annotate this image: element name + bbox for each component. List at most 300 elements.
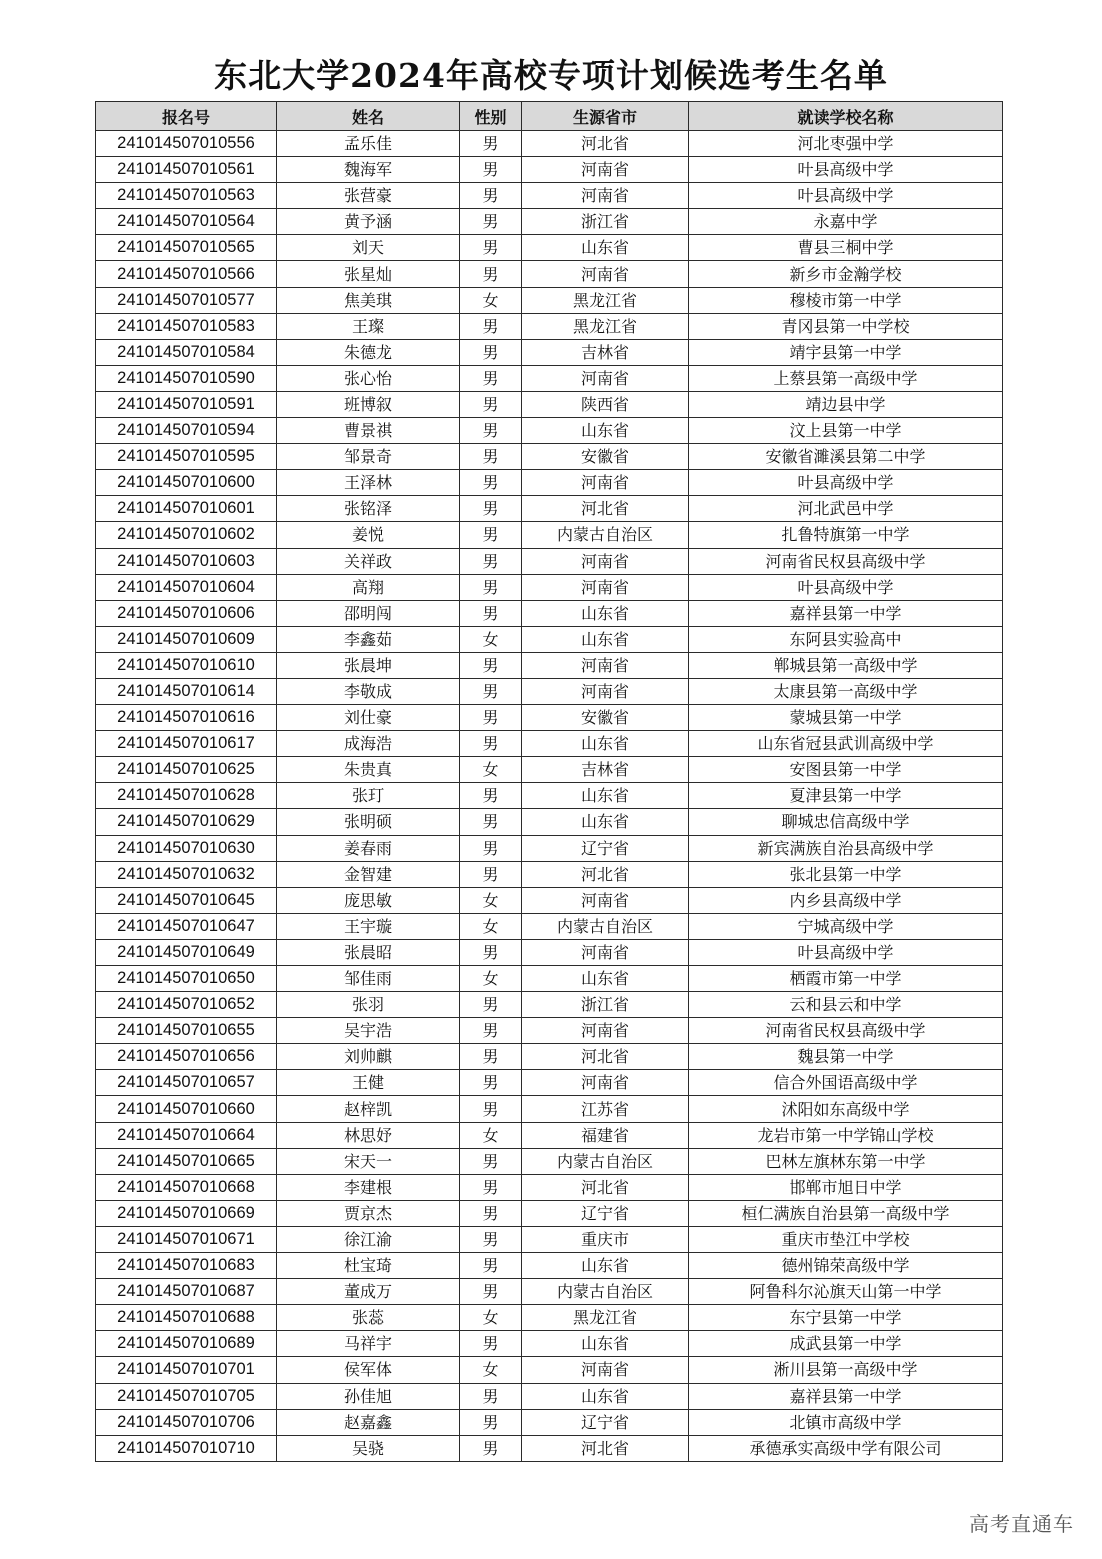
cell-application-id: 241014507010657	[96, 1070, 277, 1096]
cell-school: 邯郸市旭日中学	[689, 1174, 1003, 1200]
cell-province: 河北省	[522, 861, 689, 887]
cell-gender: 男	[460, 1096, 522, 1122]
table-row	[96, 391, 1003, 417]
cell-application-id: 241014507010556	[96, 131, 277, 157]
column-header-id: 报名号	[96, 102, 277, 131]
cell-gender: 男	[460, 313, 522, 339]
cell-application-id: 241014507010706	[96, 1409, 277, 1435]
cell-application-id: 241014507010606	[96, 600, 277, 626]
cell-province: 辽宁省	[522, 1409, 689, 1435]
cell-application-id: 241014507010630	[96, 835, 277, 861]
cell-school: 叶县高级中学	[689, 157, 1003, 183]
cell-school: 叶县高级中学	[689, 183, 1003, 209]
table-row	[96, 157, 1003, 183]
cell-school: 新宾满族自治县高级中学	[689, 835, 1003, 861]
table-row	[96, 235, 1003, 261]
cell-name: 邵明闯	[277, 600, 460, 626]
cell-gender: 女	[460, 913, 522, 939]
cell-province: 安徽省	[522, 444, 689, 470]
table-row	[96, 1226, 1003, 1252]
cell-school: 靖宇县第一中学	[689, 339, 1003, 365]
cell-application-id: 241014507010603	[96, 548, 277, 574]
table-row	[96, 1305, 1003, 1331]
table-row	[96, 809, 1003, 835]
table-row	[96, 992, 1003, 1018]
cell-application-id: 241014507010649	[96, 939, 277, 965]
cell-province: 浙江省	[522, 209, 689, 235]
cell-province: 河南省	[522, 1070, 689, 1096]
cell-application-id: 241014507010610	[96, 652, 277, 678]
cell-gender: 男	[460, 235, 522, 261]
cell-application-id: 241014507010591	[96, 391, 277, 417]
cell-application-id: 241014507010669	[96, 1200, 277, 1226]
cell-school: 桓仁满族自治县第一高级中学	[689, 1200, 1003, 1226]
cell-gender: 男	[460, 496, 522, 522]
cell-province: 河南省	[522, 574, 689, 600]
table-row	[96, 783, 1003, 809]
cell-gender: 男	[460, 209, 522, 235]
cell-name: 邹景奇	[277, 444, 460, 470]
column-header-name: 姓名	[277, 102, 460, 131]
cell-school: 穆棱市第一中学	[689, 287, 1003, 313]
cell-gender: 女	[460, 757, 522, 783]
cell-school: 龙岩市第一中学锦山学校	[689, 1122, 1003, 1148]
cell-application-id: 241014507010614	[96, 678, 277, 704]
cell-gender: 男	[460, 1200, 522, 1226]
cell-application-id: 241014507010665	[96, 1148, 277, 1174]
cell-name: 杜宝琦	[277, 1253, 460, 1279]
table-row	[96, 861, 1003, 887]
table-row	[96, 1070, 1003, 1096]
table-row	[96, 913, 1003, 939]
cell-gender: 男	[460, 600, 522, 626]
column-header-school: 就读学校名称	[689, 102, 1003, 131]
cell-school: 淅川县第一高级中学	[689, 1357, 1003, 1383]
cell-application-id: 241014507010629	[96, 809, 277, 835]
cell-gender: 女	[460, 887, 522, 913]
table-row	[96, 626, 1003, 652]
cell-gender: 男	[460, 522, 522, 548]
cell-school: 承德承实高级中学有限公司	[689, 1435, 1003, 1461]
cell-gender: 男	[460, 470, 522, 496]
cell-school: 山东省冠县武训高级中学	[689, 731, 1003, 757]
cell-application-id: 241014507010683	[96, 1253, 277, 1279]
cell-application-id: 241014507010664	[96, 1122, 277, 1148]
cell-school: 沭阳如东高级中学	[689, 1096, 1003, 1122]
cell-gender: 男	[460, 1148, 522, 1174]
cell-gender: 男	[460, 861, 522, 887]
cell-name: 张营豪	[277, 183, 460, 209]
cell-school: 阿鲁科尔沁旗天山第一中学	[689, 1279, 1003, 1305]
table-row	[96, 418, 1003, 444]
cell-gender: 男	[460, 418, 522, 444]
cell-province: 山东省	[522, 418, 689, 444]
cell-name: 刘帅麒	[277, 1044, 460, 1070]
table-row	[96, 966, 1003, 992]
cell-name: 张铭泽	[277, 496, 460, 522]
table-row	[96, 1200, 1003, 1226]
cell-name: 吴宇浩	[277, 1018, 460, 1044]
cell-gender: 男	[460, 183, 522, 209]
cell-school: 东宁县第一中学	[689, 1305, 1003, 1331]
cell-gender: 男	[460, 783, 522, 809]
cell-school: 嘉祥县第一中学	[689, 1383, 1003, 1409]
cell-name: 赵梓凯	[277, 1096, 460, 1122]
cell-province: 河南省	[522, 365, 689, 391]
table-row	[96, 1279, 1003, 1305]
table-row	[96, 131, 1003, 157]
cell-province: 山东省	[522, 809, 689, 835]
cell-province: 黑龙江省	[522, 287, 689, 313]
cell-application-id: 241014507010710	[96, 1435, 277, 1461]
table-row	[96, 731, 1003, 757]
cell-province: 黑龙江省	[522, 313, 689, 339]
cell-school: 郸城县第一高级中学	[689, 652, 1003, 678]
cell-name: 关祥政	[277, 548, 460, 574]
cell-gender: 男	[460, 157, 522, 183]
cell-school: 叶县高级中学	[689, 470, 1003, 496]
cell-application-id: 241014507010668	[96, 1174, 277, 1200]
cell-school: 信合外国语高级中学	[689, 1070, 1003, 1096]
cell-province: 河北省	[522, 131, 689, 157]
cell-school: 河北枣强中学	[689, 131, 1003, 157]
cell-province: 河南省	[522, 939, 689, 965]
cell-school: 北镇市高级中学	[689, 1409, 1003, 1435]
table-row	[96, 287, 1003, 313]
cell-gender: 男	[460, 652, 522, 678]
cell-province: 辽宁省	[522, 835, 689, 861]
cell-name: 王璨	[277, 313, 460, 339]
cell-application-id: 241014507010590	[96, 365, 277, 391]
table-row	[96, 1435, 1003, 1461]
cell-province: 河南省	[522, 678, 689, 704]
cell-province: 河北省	[522, 1435, 689, 1461]
cell-province: 河南省	[522, 887, 689, 913]
cell-province: 河南省	[522, 1018, 689, 1044]
table-row	[96, 705, 1003, 731]
cell-gender: 男	[460, 261, 522, 287]
table-header-row	[96, 102, 1003, 131]
table-row	[96, 1253, 1003, 1279]
cell-application-id: 241014507010583	[96, 313, 277, 339]
table-row	[96, 1383, 1003, 1409]
cell-name: 张玎	[277, 783, 460, 809]
cell-school: 叶县高级中学	[689, 574, 1003, 600]
cell-gender: 男	[460, 1383, 522, 1409]
table-row	[96, 522, 1003, 548]
cell-province: 山东省	[522, 626, 689, 652]
cell-school: 夏津县第一中学	[689, 783, 1003, 809]
cell-gender: 男	[460, 835, 522, 861]
table-row	[96, 313, 1003, 339]
column-header-gender: 性别	[460, 102, 522, 131]
cell-province: 河北省	[522, 1044, 689, 1070]
cell-application-id: 241014507010561	[96, 157, 277, 183]
cell-school: 张北县第一中学	[689, 861, 1003, 887]
cell-name: 马祥宇	[277, 1331, 460, 1357]
cell-gender: 男	[460, 548, 522, 574]
cell-province: 福建省	[522, 1122, 689, 1148]
cell-name: 王宇璇	[277, 913, 460, 939]
cell-gender: 女	[460, 287, 522, 313]
cell-gender: 男	[460, 391, 522, 417]
table-row	[96, 1044, 1003, 1070]
cell-province: 辽宁省	[522, 1200, 689, 1226]
table-row	[96, 835, 1003, 861]
cell-school: 青冈县第一中学校	[689, 313, 1003, 339]
cell-application-id: 241014507010655	[96, 1018, 277, 1044]
column-header-province: 生源省市	[522, 102, 689, 131]
cell-province: 陕西省	[522, 391, 689, 417]
cell-application-id: 241014507010650	[96, 966, 277, 992]
table-row	[96, 652, 1003, 678]
table-row	[96, 365, 1003, 391]
cell-province: 山东省	[522, 783, 689, 809]
table-row	[96, 678, 1003, 704]
cell-province: 内蒙古自治区	[522, 1148, 689, 1174]
cell-name: 吴骁	[277, 1435, 460, 1461]
watermark: 高考直通车	[969, 1512, 1074, 1536]
page-title: 东北大学2024年高校专项计划候选考生名单	[214, 56, 888, 95]
cell-province: 河南省	[522, 548, 689, 574]
cell-school: 嘉祥县第一中学	[689, 600, 1003, 626]
cell-gender: 男	[460, 365, 522, 391]
cell-name: 侯军体	[277, 1357, 460, 1383]
cell-name: 孙佳旭	[277, 1383, 460, 1409]
cell-school: 栖霞市第一中学	[689, 966, 1003, 992]
cell-school: 河南省民权县高级中学	[689, 1018, 1003, 1044]
cell-name: 张心怡	[277, 365, 460, 391]
cell-province: 重庆市	[522, 1226, 689, 1252]
cell-gender: 女	[460, 966, 522, 992]
table-row	[96, 209, 1003, 235]
cell-gender: 男	[460, 339, 522, 365]
cell-school: 巴林左旗林东第一中学	[689, 1148, 1003, 1174]
table-row	[96, 183, 1003, 209]
cell-gender: 男	[460, 678, 522, 704]
cell-province: 山东省	[522, 1383, 689, 1409]
cell-name: 魏海军	[277, 157, 460, 183]
cell-application-id: 241014507010628	[96, 783, 277, 809]
cell-name: 张蕊	[277, 1305, 460, 1331]
cell-name: 班博叙	[277, 391, 460, 417]
cell-province: 河南省	[522, 1357, 689, 1383]
cell-school: 蒙城县第一中学	[689, 705, 1003, 731]
cell-application-id: 241014507010660	[96, 1096, 277, 1122]
cell-application-id: 241014507010600	[96, 470, 277, 496]
cell-name: 贾京杰	[277, 1200, 460, 1226]
cell-province: 山东省	[522, 966, 689, 992]
cell-province: 黑龙江省	[522, 1305, 689, 1331]
cell-school: 上蔡县第一高级中学	[689, 365, 1003, 391]
table-row	[96, 1018, 1003, 1044]
cell-name: 朱德龙	[277, 339, 460, 365]
cell-application-id: 241014507010705	[96, 1383, 277, 1409]
cell-province: 安徽省	[522, 705, 689, 731]
table-row	[96, 1409, 1003, 1435]
cell-province: 吉林省	[522, 757, 689, 783]
cell-name: 张星灿	[277, 261, 460, 287]
cell-province: 河南省	[522, 183, 689, 209]
cell-gender: 男	[460, 131, 522, 157]
cell-name: 姜悦	[277, 522, 460, 548]
cell-school: 汶上县第一中学	[689, 418, 1003, 444]
cell-name: 李敬成	[277, 678, 460, 704]
cell-province: 山东省	[522, 1331, 689, 1357]
cell-application-id: 241014507010595	[96, 444, 277, 470]
cell-province: 内蒙古自治区	[522, 522, 689, 548]
cell-application-id: 241014507010566	[96, 261, 277, 287]
table-row	[96, 1122, 1003, 1148]
cell-name: 刘天	[277, 235, 460, 261]
cell-gender: 男	[460, 1331, 522, 1357]
cell-name: 高翔	[277, 574, 460, 600]
cell-province: 河南省	[522, 470, 689, 496]
cell-school: 太康县第一高级中学	[689, 678, 1003, 704]
cell-name: 宋天一	[277, 1148, 460, 1174]
cell-name: 刘仕豪	[277, 705, 460, 731]
cell-name: 成海浩	[277, 731, 460, 757]
cell-province: 河南省	[522, 261, 689, 287]
cell-gender: 男	[460, 1226, 522, 1252]
cell-province: 河北省	[522, 496, 689, 522]
cell-school: 永嘉中学	[689, 209, 1003, 235]
cell-province: 山东省	[522, 731, 689, 757]
cell-application-id: 241014507010609	[96, 626, 277, 652]
candidate-table	[95, 101, 1003, 1462]
cell-school: 成武县第一中学	[689, 1331, 1003, 1357]
cell-province: 山东省	[522, 1253, 689, 1279]
cell-province: 河北省	[522, 1174, 689, 1200]
cell-province: 内蒙古自治区	[522, 1279, 689, 1305]
cell-name: 张晨坤	[277, 652, 460, 678]
cell-province: 河南省	[522, 157, 689, 183]
cell-application-id: 241014507010601	[96, 496, 277, 522]
cell-province: 浙江省	[522, 992, 689, 1018]
cell-name: 赵嘉鑫	[277, 1409, 460, 1435]
cell-gender: 女	[460, 626, 522, 652]
cell-name: 张羽	[277, 992, 460, 1018]
cell-gender: 男	[460, 939, 522, 965]
table-row	[96, 1331, 1003, 1357]
cell-application-id: 241014507010617	[96, 731, 277, 757]
table-row	[96, 1148, 1003, 1174]
cell-gender: 男	[460, 1435, 522, 1461]
cell-application-id: 241014507010563	[96, 183, 277, 209]
cell-name: 黄予涵	[277, 209, 460, 235]
cell-school: 东阿县实验高中	[689, 626, 1003, 652]
cell-school: 河南省民权县高级中学	[689, 548, 1003, 574]
cell-application-id: 241014507010625	[96, 757, 277, 783]
cell-gender: 男	[460, 574, 522, 600]
cell-school: 重庆市垫江中学校	[689, 1226, 1003, 1252]
cell-gender: 男	[460, 1070, 522, 1096]
cell-name: 张明硕	[277, 809, 460, 835]
table-row	[96, 600, 1003, 626]
cell-school: 河北武邑中学	[689, 496, 1003, 522]
cell-school: 宁城高级中学	[689, 913, 1003, 939]
cell-province: 江苏省	[522, 1096, 689, 1122]
cell-application-id: 241014507010647	[96, 913, 277, 939]
cell-gender: 男	[460, 731, 522, 757]
cell-application-id: 241014507010701	[96, 1357, 277, 1383]
cell-application-id: 241014507010671	[96, 1226, 277, 1252]
cell-school: 新乡市金瀚学校	[689, 261, 1003, 287]
cell-application-id: 241014507010577	[96, 287, 277, 313]
cell-name: 朱贵真	[277, 757, 460, 783]
cell-application-id: 241014507010616	[96, 705, 277, 731]
cell-gender: 女	[460, 1357, 522, 1383]
cell-name: 王健	[277, 1070, 460, 1096]
cell-application-id: 241014507010565	[96, 235, 277, 261]
cell-application-id: 241014507010584	[96, 339, 277, 365]
cell-gender: 女	[460, 1305, 522, 1331]
table-row	[96, 548, 1003, 574]
cell-application-id: 241014507010688	[96, 1305, 277, 1331]
cell-school: 曹县三桐中学	[689, 235, 1003, 261]
table-row	[96, 1096, 1003, 1122]
cell-gender: 男	[460, 1044, 522, 1070]
cell-name: 林思妤	[277, 1122, 460, 1148]
cell-school: 德州锦荣高级中学	[689, 1253, 1003, 1279]
cell-name: 金智建	[277, 861, 460, 887]
cell-province: 河南省	[522, 652, 689, 678]
cell-name: 李鑫茹	[277, 626, 460, 652]
cell-gender: 男	[460, 809, 522, 835]
cell-province: 内蒙古自治区	[522, 913, 689, 939]
cell-school: 安徽省濉溪县第二中学	[689, 444, 1003, 470]
table-row	[96, 470, 1003, 496]
cell-name: 曹景祺	[277, 418, 460, 444]
table-row	[96, 444, 1003, 470]
cell-gender: 男	[460, 992, 522, 1018]
cell-application-id: 241014507010652	[96, 992, 277, 1018]
cell-application-id: 241014507010645	[96, 887, 277, 913]
cell-school: 扎鲁特旗第一中学	[689, 522, 1003, 548]
cell-name: 李建根	[277, 1174, 460, 1200]
cell-gender: 男	[460, 1018, 522, 1044]
table-row	[96, 939, 1003, 965]
cell-school: 内乡县高级中学	[689, 887, 1003, 913]
cell-name: 董成万	[277, 1279, 460, 1305]
cell-application-id: 241014507010656	[96, 1044, 277, 1070]
cell-province: 山东省	[522, 600, 689, 626]
cell-gender: 男	[460, 705, 522, 731]
cell-application-id: 241014507010564	[96, 209, 277, 235]
cell-name: 徐江渝	[277, 1226, 460, 1252]
cell-gender: 女	[460, 1122, 522, 1148]
table-row	[96, 574, 1003, 600]
table-body	[96, 131, 1003, 1462]
cell-application-id: 241014507010687	[96, 1279, 277, 1305]
cell-school: 靖边县中学	[689, 391, 1003, 417]
cell-application-id: 241014507010594	[96, 418, 277, 444]
cell-school: 云和县云和中学	[689, 992, 1003, 1018]
cell-gender: 男	[460, 1253, 522, 1279]
cell-school: 魏县第一中学	[689, 1044, 1003, 1070]
cell-province: 山东省	[522, 235, 689, 261]
cell-application-id: 241014507010604	[96, 574, 277, 600]
cell-gender: 男	[460, 1279, 522, 1305]
table-row	[96, 339, 1003, 365]
cell-name: 张晨昭	[277, 939, 460, 965]
cell-gender: 男	[460, 1174, 522, 1200]
cell-application-id: 241014507010632	[96, 861, 277, 887]
table-row	[96, 261, 1003, 287]
table-row	[96, 496, 1003, 522]
cell-application-id: 241014507010602	[96, 522, 277, 548]
cell-name: 王泽林	[277, 470, 460, 496]
